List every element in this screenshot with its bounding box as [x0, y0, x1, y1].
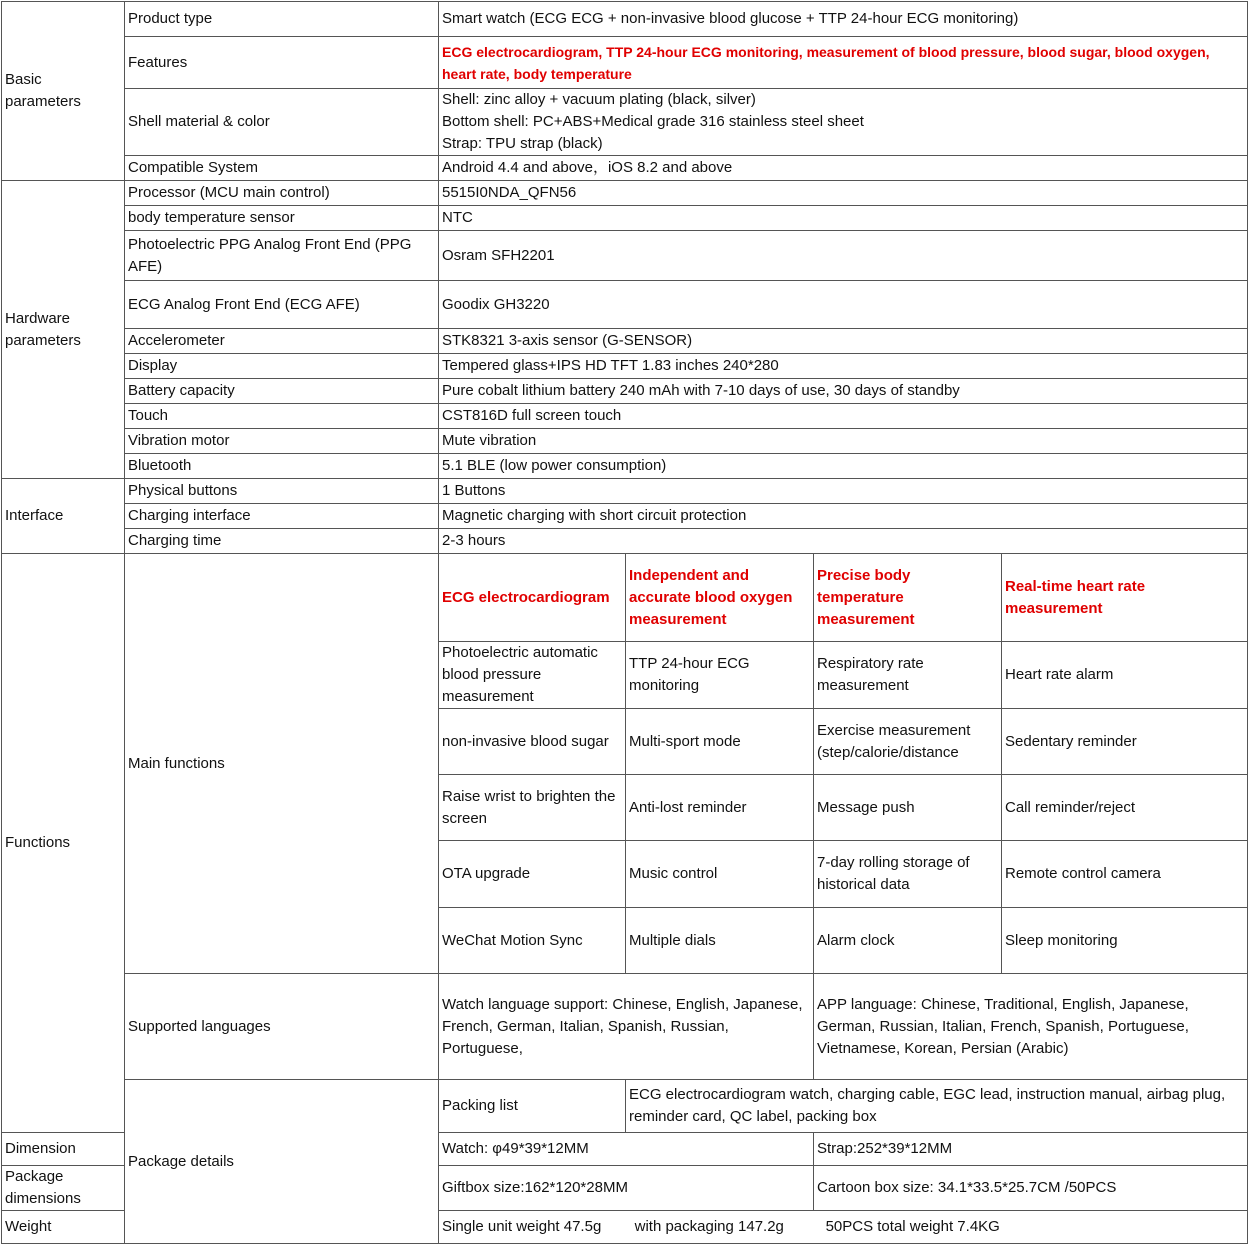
row-label: Photoelectric PPG Analog Front End (PPG AFE) — [125, 231, 439, 281]
row-label: Processor (MCU main control) — [125, 181, 439, 206]
row-value: STK8321 3-axis sensor (G-SENSOR) — [439, 329, 1248, 354]
function-cell: Respiratory rate measurement — [814, 642, 1002, 709]
highlight-function: ECG electrocardiogram — [439, 554, 626, 642]
function-cell: Call reminder/reject — [1002, 775, 1248, 841]
features-value: ECG electrocardiogram, TTP 24-hour ECG monitoring, measurement of blood pressure, blood sugar, blood oxygen, heart rate, body temperature — [439, 37, 1248, 89]
function-cell: Multi-sport mode — [626, 709, 814, 775]
row-value: Goodix GH3220 — [439, 281, 1248, 329]
watch-languages: Watch language support: Chinese, English, Japanese, French, German, Italian, Spanish, Russian, Portuguese, — [439, 974, 814, 1080]
row-label: Packing list — [439, 1080, 626, 1133]
dimension-strap: Strap:252*39*12MM — [814, 1133, 1248, 1166]
row-value: 2-3 hours — [439, 529, 1248, 554]
table-row — [2, 329, 1248, 354]
function-cell: Anti-lost reminder — [626, 775, 814, 841]
row-label: Accelerometer — [125, 329, 439, 354]
row-label: Touch — [125, 404, 439, 429]
supported-languages-label: Supported languages — [125, 974, 439, 1080]
table-row — [2, 529, 1248, 554]
table-row — [2, 37, 1248, 89]
category-functions: Functions — [2, 554, 125, 1133]
category-hardware: Hardware parameters — [2, 181, 125, 479]
function-cell: Heart rate alarm — [1002, 642, 1248, 709]
strap-line: Strap: TPU strap (black) — [442, 135, 603, 152]
function-cell: Music control — [626, 841, 814, 908]
row-label: Display — [125, 354, 439, 379]
row-value: CST816D full screen touch — [439, 404, 1248, 429]
carton-box-size: Cartoon box size: 34.1*33.5*25.7CM /50PCS — [814, 1166, 1248, 1211]
table-row — [2, 231, 1248, 281]
row-label: ECG Analog Front End (ECG AFE) — [125, 281, 439, 329]
category-basic: Basic parameters — [2, 2, 125, 181]
table-row — [2, 554, 1248, 642]
row-value: 5515I0NDA_QFN56 — [439, 181, 1248, 206]
row-label: body temperature sensor — [125, 206, 439, 231]
function-cell: Exercise measurement (step/calorie/distance — [814, 709, 1002, 775]
row-value: Pure cobalt lithium battery 240 mAh with 7-10 days of use, 30 days of standby — [439, 379, 1248, 404]
category-interface: Interface — [2, 479, 125, 554]
packing-list-value: ECG electrocardiogram watch, charging cable, EGC lead, instruction manual, airbag plug, reminder card, QC label, packing box — [626, 1080, 1248, 1133]
function-cell: OTA upgrade — [439, 841, 626, 908]
row-label: Shell material & color — [125, 89, 439, 156]
table-row — [2, 974, 1248, 1080]
table-row — [2, 206, 1248, 231]
row-label: Charging interface — [125, 504, 439, 529]
row-value: 5.1 BLE (low power consumption) — [439, 454, 1248, 479]
dimension-watch: Watch: φ49*39*12MM — [439, 1133, 814, 1166]
row-label: Charging time — [125, 529, 439, 554]
function-cell: Message push — [814, 775, 1002, 841]
table-row — [2, 354, 1248, 379]
table-row — [2, 89, 1248, 156]
row-value: Magnetic charging with short circuit protection — [439, 504, 1248, 529]
row-label: Bluetooth — [125, 454, 439, 479]
weight-value: Single unit weight 47.5g with packaging 147.2g 50PCS total weight 7.4KG — [439, 1211, 1248, 1244]
row-label: Battery capacity — [125, 379, 439, 404]
function-cell: Sleep monitoring — [1002, 908, 1248, 974]
table-row — [2, 379, 1248, 404]
shell-line: Shell: zinc alloy + vacuum plating (black, silver) — [442, 91, 756, 108]
row-label: Dimension — [2, 1133, 125, 1166]
row-label: Package dimensions — [2, 1166, 125, 1211]
function-cell: Sedentary reminder — [1002, 709, 1248, 775]
table-row — [2, 1080, 1248, 1133]
row-value: Smart watch (ECG ECG + non-invasive blood glucose + TTP 24-hour ECG monitoring) — [439, 2, 1248, 37]
row-value: 1 Buttons — [439, 479, 1248, 504]
table-row — [2, 181, 1248, 206]
row-value: NTC — [439, 206, 1248, 231]
row-label: Vibration motor — [125, 429, 439, 454]
function-cell: Multiple dials — [626, 908, 814, 974]
app-languages: APP language: Chinese, Traditional, English, Japanese, German, Russian, Italian, French, Spanish, Portuguese, Vietnamese, Korean, Persian (Arabic) — [814, 974, 1248, 1080]
category-package: Package details — [125, 1080, 439, 1244]
spec-table — [1, 1, 1248, 1244]
table-row — [2, 2, 1248, 37]
function-cell: WeChat Motion Sync — [439, 908, 626, 974]
row-value: Android 4.4 and above，iOS 8.2 and above — [439, 156, 1248, 181]
row-label: Product type — [125, 2, 439, 37]
row-label: Features — [125, 37, 439, 89]
function-cell: Raise wrist to brighten the screen — [439, 775, 626, 841]
row-label: Weight — [2, 1211, 125, 1244]
highlight-function: Independent and accurate blood oxygen measurement — [626, 554, 814, 642]
shell-material-value — [439, 89, 1248, 156]
table-row — [2, 156, 1248, 181]
table-row — [2, 429, 1248, 454]
highlight-function: Real-time heart rate measurement — [1002, 554, 1248, 642]
function-cell: Remote control camera — [1002, 841, 1248, 908]
main-functions-label: Main functions — [125, 554, 439, 974]
function-cell: TTP 24-hour ECG monitoring — [626, 642, 814, 709]
row-value: Mute vibration — [439, 429, 1248, 454]
row-label: Compatible System — [125, 156, 439, 181]
function-cell: 7-day rolling storage of historical data — [814, 841, 1002, 908]
table-row — [2, 404, 1248, 429]
row-label: Physical buttons — [125, 479, 439, 504]
row-value: Osram SFH2201 — [439, 231, 1248, 281]
giftbox-size: Giftbox size:162*120*28MM — [439, 1166, 814, 1211]
table-row — [2, 281, 1248, 329]
table-row — [2, 504, 1248, 529]
table-row — [2, 454, 1248, 479]
function-cell: Photoelectric automatic blood pressure measurement — [439, 642, 626, 709]
table-row — [2, 479, 1248, 504]
function-cell: Alarm clock — [814, 908, 1002, 974]
highlight-function: Precise body temperature measurement — [814, 554, 1002, 642]
function-cell: non-invasive blood sugar — [439, 709, 626, 775]
row-value: Tempered glass+IPS HD TFT 1.83 inches 240*280 — [439, 354, 1248, 379]
bottom-shell-line: Bottom shell: PC+ABS+Medical grade 316 stainless steel sheet — [442, 113, 864, 130]
